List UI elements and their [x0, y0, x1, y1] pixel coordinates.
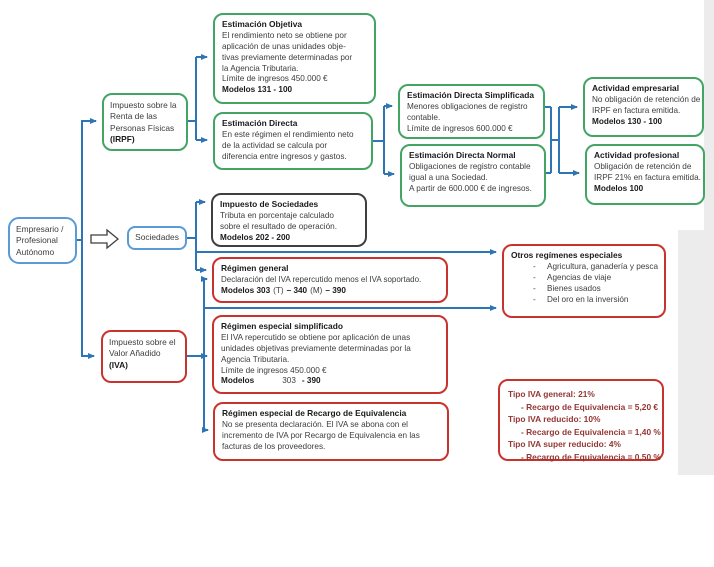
- box-line: Autónomo: [16, 246, 55, 257]
- box-line: incremento de IVA por Recargo de Equivalencia en las: [222, 430, 420, 440]
- dash-bullet: -: [533, 262, 536, 272]
- list-item-label: Bienes usados: [547, 283, 601, 293]
- box-line: Modelos 131 - 100: [222, 85, 293, 95]
- box-line: Tipo IVA reducido: 10%: [508, 414, 601, 425]
- box-line: Empresario /: [16, 224, 64, 234]
- box-title: Estimación Objetiva: [222, 19, 303, 29]
- box-line: IRPF en factura emitida.: [592, 105, 681, 115]
- modelos-segment: (T): [273, 285, 284, 295]
- impuesto-sociedades-box: [211, 193, 367, 247]
- box-line: Declaración del IVA repercutido menos el IVA soportado.: [221, 275, 422, 285]
- box-line: Límite de ingresos 600.000 €: [407, 123, 513, 133]
- estimacion-directa-box: [213, 112, 373, 170]
- box-title: Régimen especial de Recargo de Equivalencia: [222, 408, 407, 418]
- regimen-recargo-box: [213, 402, 449, 461]
- box-line: - Recargo de Equivalencia = 5,20 €: [521, 401, 659, 412]
- box-line: A partir de 600.000 € de ingresos.: [409, 183, 532, 193]
- box-line: Personas Físicas: [110, 122, 175, 133]
- box-line: (IVA): [109, 359, 128, 370]
- box-line: Impuesto sobre la: [110, 100, 177, 110]
- block-arrow-icon: [91, 230, 118, 248]
- box-line: Límite de ingresos 450.000 €: [221, 365, 327, 375]
- box-title: Régimen especial simplificado: [221, 321, 343, 331]
- box-line: Modelos 100: [594, 183, 644, 193]
- box-line: Tipo IVA super reducido: 4%: [508, 439, 621, 450]
- list-item-label: Agencias de viaje: [547, 272, 612, 282]
- box-line: la Agencia Tributaria.: [222, 63, 299, 73]
- box-title: Actividad profesional: [594, 150, 680, 160]
- box-line: Modelos 202 - 200: [220, 232, 291, 242]
- box-line: Tributa en porcentaje calculado: [220, 211, 334, 221]
- regimen-especial-simplificado-box: [212, 315, 448, 394]
- box-line: unidades objetivas previamente determinadas por la: [221, 343, 411, 353]
- dash-bullet: -: [533, 294, 536, 304]
- box-line: No obligación de retención de: [592, 95, 701, 105]
- sociedades-box: [127, 226, 187, 250]
- box-title: Estimación Directa: [222, 118, 298, 128]
- dash-bullet: -: [533, 283, 536, 293]
- list-item-label: Agricultura, ganadería y pesca: [547, 262, 659, 272]
- box-line: Menores obligaciones de registro: [407, 102, 528, 112]
- box-title: Impuesto de Sociedades: [220, 199, 319, 209]
- box-line: contable.: [407, 112, 441, 122]
- estimacion-directa-normal-box: [400, 144, 546, 207]
- modelos-segment: Modelos: [221, 376, 255, 386]
- estimacion-directa-simplificada-box: [398, 84, 545, 139]
- box-line: Agencia Tributaria.: [221, 354, 290, 364]
- box-title: Actividad empresarial: [592, 83, 680, 93]
- list-item: [511, 273, 657, 284]
- box-title: Estimación Directa Simplificada: [407, 90, 535, 100]
- list-item-label: Del oro en la inversión: [547, 294, 629, 304]
- otros-regimenes-box: [502, 244, 666, 318]
- box-line: aplicación de unas unidades obje-: [222, 41, 346, 51]
- box-line: igual a una Sociedad.: [409, 172, 488, 182]
- box-title: Otros regímenes especiales: [511, 250, 623, 260]
- empresario-box: [8, 217, 77, 264]
- box-line: Modelos 130 - 100: [592, 116, 663, 126]
- modelos-segment: Modelos 303: [221, 285, 271, 295]
- modelos-segment: 303: [282, 376, 296, 386]
- box-line: Obligaciones de registro contable: [409, 162, 531, 172]
- box-line: tivas previamente determinadas por: [222, 52, 353, 62]
- actividad-profesional-box: [585, 144, 705, 205]
- box-line: Impuesto sobre el: [109, 337, 176, 347]
- box-line: IRPF 21% en factura emitida.: [594, 172, 701, 182]
- box-line: Profesional: [16, 235, 58, 246]
- box-line: Tipo IVA general: 21%: [508, 389, 595, 399]
- box-line: diferencia entre ingresos y gastos.: [222, 151, 347, 161]
- box-line: Renta de las: [110, 111, 158, 122]
- list-item: [511, 284, 657, 295]
- box-line: sobre el resultado de operación.: [220, 221, 337, 231]
- box-label: Sociedades: [135, 232, 179, 243]
- box-line: Obligación de retención de: [594, 162, 692, 172]
- box-line: - Recargo de Equivalencia = 1,40 %: [521, 426, 661, 437]
- irpf-box: [102, 93, 188, 151]
- box-line: facturas de los proveedores.: [222, 441, 326, 451]
- list-item: [511, 295, 657, 306]
- box-line: Límite de ingresos 450.000 €: [222, 74, 328, 84]
- box-line: [221, 376, 439, 387]
- box-line: El IVA repercutido se obtiene por aplicación de unas: [221, 333, 411, 343]
- modelos-segment: – 390: [325, 285, 346, 295]
- modelos-segment: (M): [310, 285, 323, 295]
- box-line: [221, 286, 439, 297]
- list-item: [511, 262, 657, 273]
- box-title: Estimación Directa Normal: [409, 150, 516, 160]
- box-line: (IRPF): [110, 134, 135, 145]
- actividad-empresarial-box: [583, 77, 704, 137]
- tipo-iva-box: [498, 379, 664, 461]
- box-line: - Recargo de Equivalencia = 0,50 %: [521, 452, 661, 463]
- box-line: No se presenta declaración. El IVA se abona con el: [222, 420, 409, 430]
- regimen-general-box: [212, 257, 448, 303]
- iva-box: [101, 330, 187, 383]
- box-title: Régimen general: [221, 263, 289, 273]
- estimacion-objetiva-box: [213, 13, 376, 104]
- modelos-segment: - 390: [301, 376, 321, 386]
- dash-bullet: -: [533, 272, 536, 282]
- box-line: El rendimiento neto se obtiene por: [222, 31, 347, 41]
- box-line: En este régimen el rendimiento neto: [222, 130, 354, 140]
- box-line: de la actividad se calcula por: [222, 140, 328, 150]
- modelos-segment: – 340: [286, 285, 308, 295]
- box-line: Valor Añadido: [109, 348, 161, 359]
